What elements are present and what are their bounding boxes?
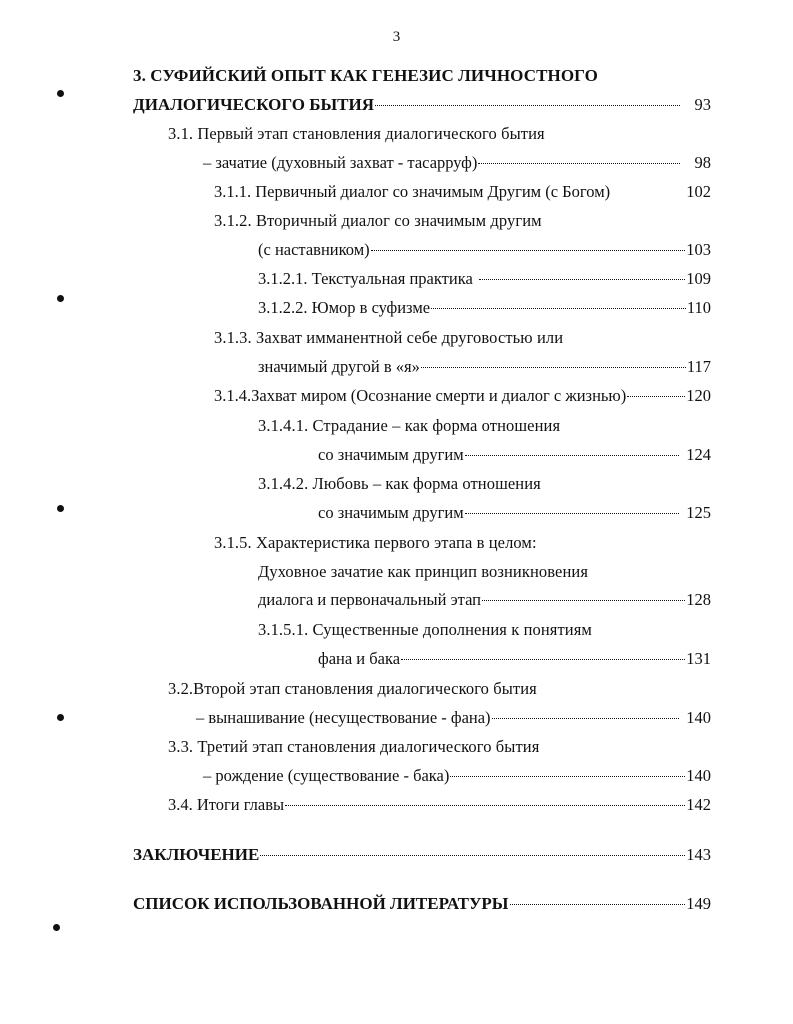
toc-leader-dots [479,279,685,280]
toc-entry-conclusion[interactable] [133,845,711,865]
toc-leader-dots [431,308,686,309]
toc-entry-bibliography[interactable] [133,894,711,914]
toc-page-number: 120 [686,386,711,405]
toc-entry-3-1-4[interactable] [214,386,711,406]
toc-leader-dots [478,163,679,164]
toc-page-number: 98 [694,153,711,172]
toc-entry-heading-line: 3.1.5. Характеристика первого этапа в целом: [214,533,537,552]
toc-entry-text: 3.1.1. Первичный диалог со значимым Другим (с Богом) [214,182,611,201]
toc-entry-3-1-2[interactable] [258,240,711,260]
toc-leader-dots [492,718,680,719]
toc-page-number: 110 [686,298,711,317]
toc-leader-dots [371,250,686,251]
toc-entry-text: – зачатие (духовный захват - тасарруф) [203,153,478,172]
toc-page-number: 117 [686,357,711,376]
toc-leader-dots [450,776,685,777]
toc-entry-heading-line: Духовное зачатие как принцип возникновения [258,562,589,581]
toc-entry-heading-line: 3.2.Второй этап становления диалогического бытия [168,679,537,698]
toc-entry-3-1-2-1[interactable] [258,269,711,289]
toc-entry-3-1-5-1[interactable] [318,649,711,669]
toc-entry-3-3[interactable] [203,766,711,786]
toc-leader-dots [421,367,686,368]
toc-page-number: 128 [686,590,711,609]
toc-leader-dots [465,455,680,456]
toc-leader-dots [401,659,685,660]
toc-entry-text: ДИАЛОГИЧЕСКОГО БЫТИЯ [133,95,374,114]
toc-leader-dots [260,855,685,856]
toc-leader-dots [375,105,680,106]
toc-entry-text: 3.1.4.Захват миром (Осознание смерти и диалог с жизнью) [214,386,627,405]
toc-entry-text: 3.1.2.1. Текстуальная практика [258,269,473,288]
toc-entry-3-1[interactable] [203,153,711,173]
toc-entry-text: СПИСОК ИСПОЛЬЗОВАННОЙ ЛИТЕРАТУРЫ [133,894,509,913]
binder-hole-mark [57,295,64,302]
toc-page-number: 149 [686,894,711,913]
toc-entry-text: ЗАКЛЮЧЕНИЕ [133,845,260,864]
binder-hole-mark [57,714,64,721]
toc-page-number: 140 [686,766,711,785]
toc-entry-heading-line: 3.1.5.1. Существенные дополнения к понятиям [258,620,592,639]
toc-leader-dots [482,600,685,601]
toc-entry-3-1-2-2[interactable] [258,298,711,318]
toc-page-number: 109 [686,269,711,288]
toc-entry-3-1-3[interactable] [258,357,711,377]
toc-page-number: 103 [686,240,711,259]
toc-page-number: 93 [694,95,711,114]
toc-entry-heading-line: 3.1.3. Захват имманентной себе друговостью или [214,328,564,347]
toc-entry-3-1-1[interactable] [214,182,711,202]
toc-entry-text: со значимым другим [318,503,464,522]
page-number: 3 [392,29,401,45]
toc-entry-3-1-5[interactable] [258,590,711,610]
toc-entry-text: значимый другой в «я» [258,357,420,376]
toc-page-number: 140 [686,708,711,727]
toc-entry-text: 3.4. Итоги главы [168,795,285,814]
binder-hole-mark [57,90,64,97]
toc-entry-heading-line: 3.1.4.1. Страдание – как форма отношения [258,416,561,435]
toc-entry-heading-line: 3.1. Первый этап становления диалогического бытия [168,124,545,143]
toc-entry-3-2[interactable] [196,708,711,728]
toc-entry-text: со значимым другим [318,445,464,464]
toc-entry-text: диалога и первоначальный этап [258,590,481,609]
toc-entry-text: – рождение (существование - бака) [203,766,450,785]
toc-entry-text: (с наставником) [258,240,370,259]
toc-page-number: 142 [686,795,711,814]
binder-hole-mark [57,505,64,512]
binder-hole-mark [53,924,60,931]
toc-page-number: 143 [686,845,711,864]
toc-entry-3-1-4-1[interactable] [318,445,711,465]
toc-page-number: 124 [686,445,711,464]
toc-leader-dots [465,513,680,514]
toc-entry-heading-line: 3.1.2. Вторичный диалог со значимым другим [214,211,542,230]
toc-entry-text: фана и бака [318,649,401,668]
toc-leader-dots [285,805,685,806]
toc-leader-dots [627,396,685,397]
toc-entry-heading-line: 3. СУФИЙСКИЙ ОПЫТ КАК ГЕНЕЗИС ЛИЧНОСТНОГО [133,66,598,85]
toc-entry-heading-line: 3.1.4.2. Любовь – как форма отношения [258,474,541,493]
toc-page-number: 125 [686,503,711,522]
toc-leader-dots [510,904,686,905]
toc-entry-3-4[interactable] [168,795,711,815]
toc-entry-text: 3.1.2.2. Юмор в суфизме [258,298,431,317]
toc-entry-heading-line: 3.3. Третий этап становления диалогического бытия [168,737,540,756]
toc-entry-3-1-4-2[interactable] [318,503,711,523]
toc-entry-text: – вынашивание (несуществование - фана) [196,708,491,727]
toc-entry-chapter-3[interactable] [133,95,711,115]
toc-page-number: 131 [686,649,711,668]
toc-page-number: 102 [686,182,711,201]
